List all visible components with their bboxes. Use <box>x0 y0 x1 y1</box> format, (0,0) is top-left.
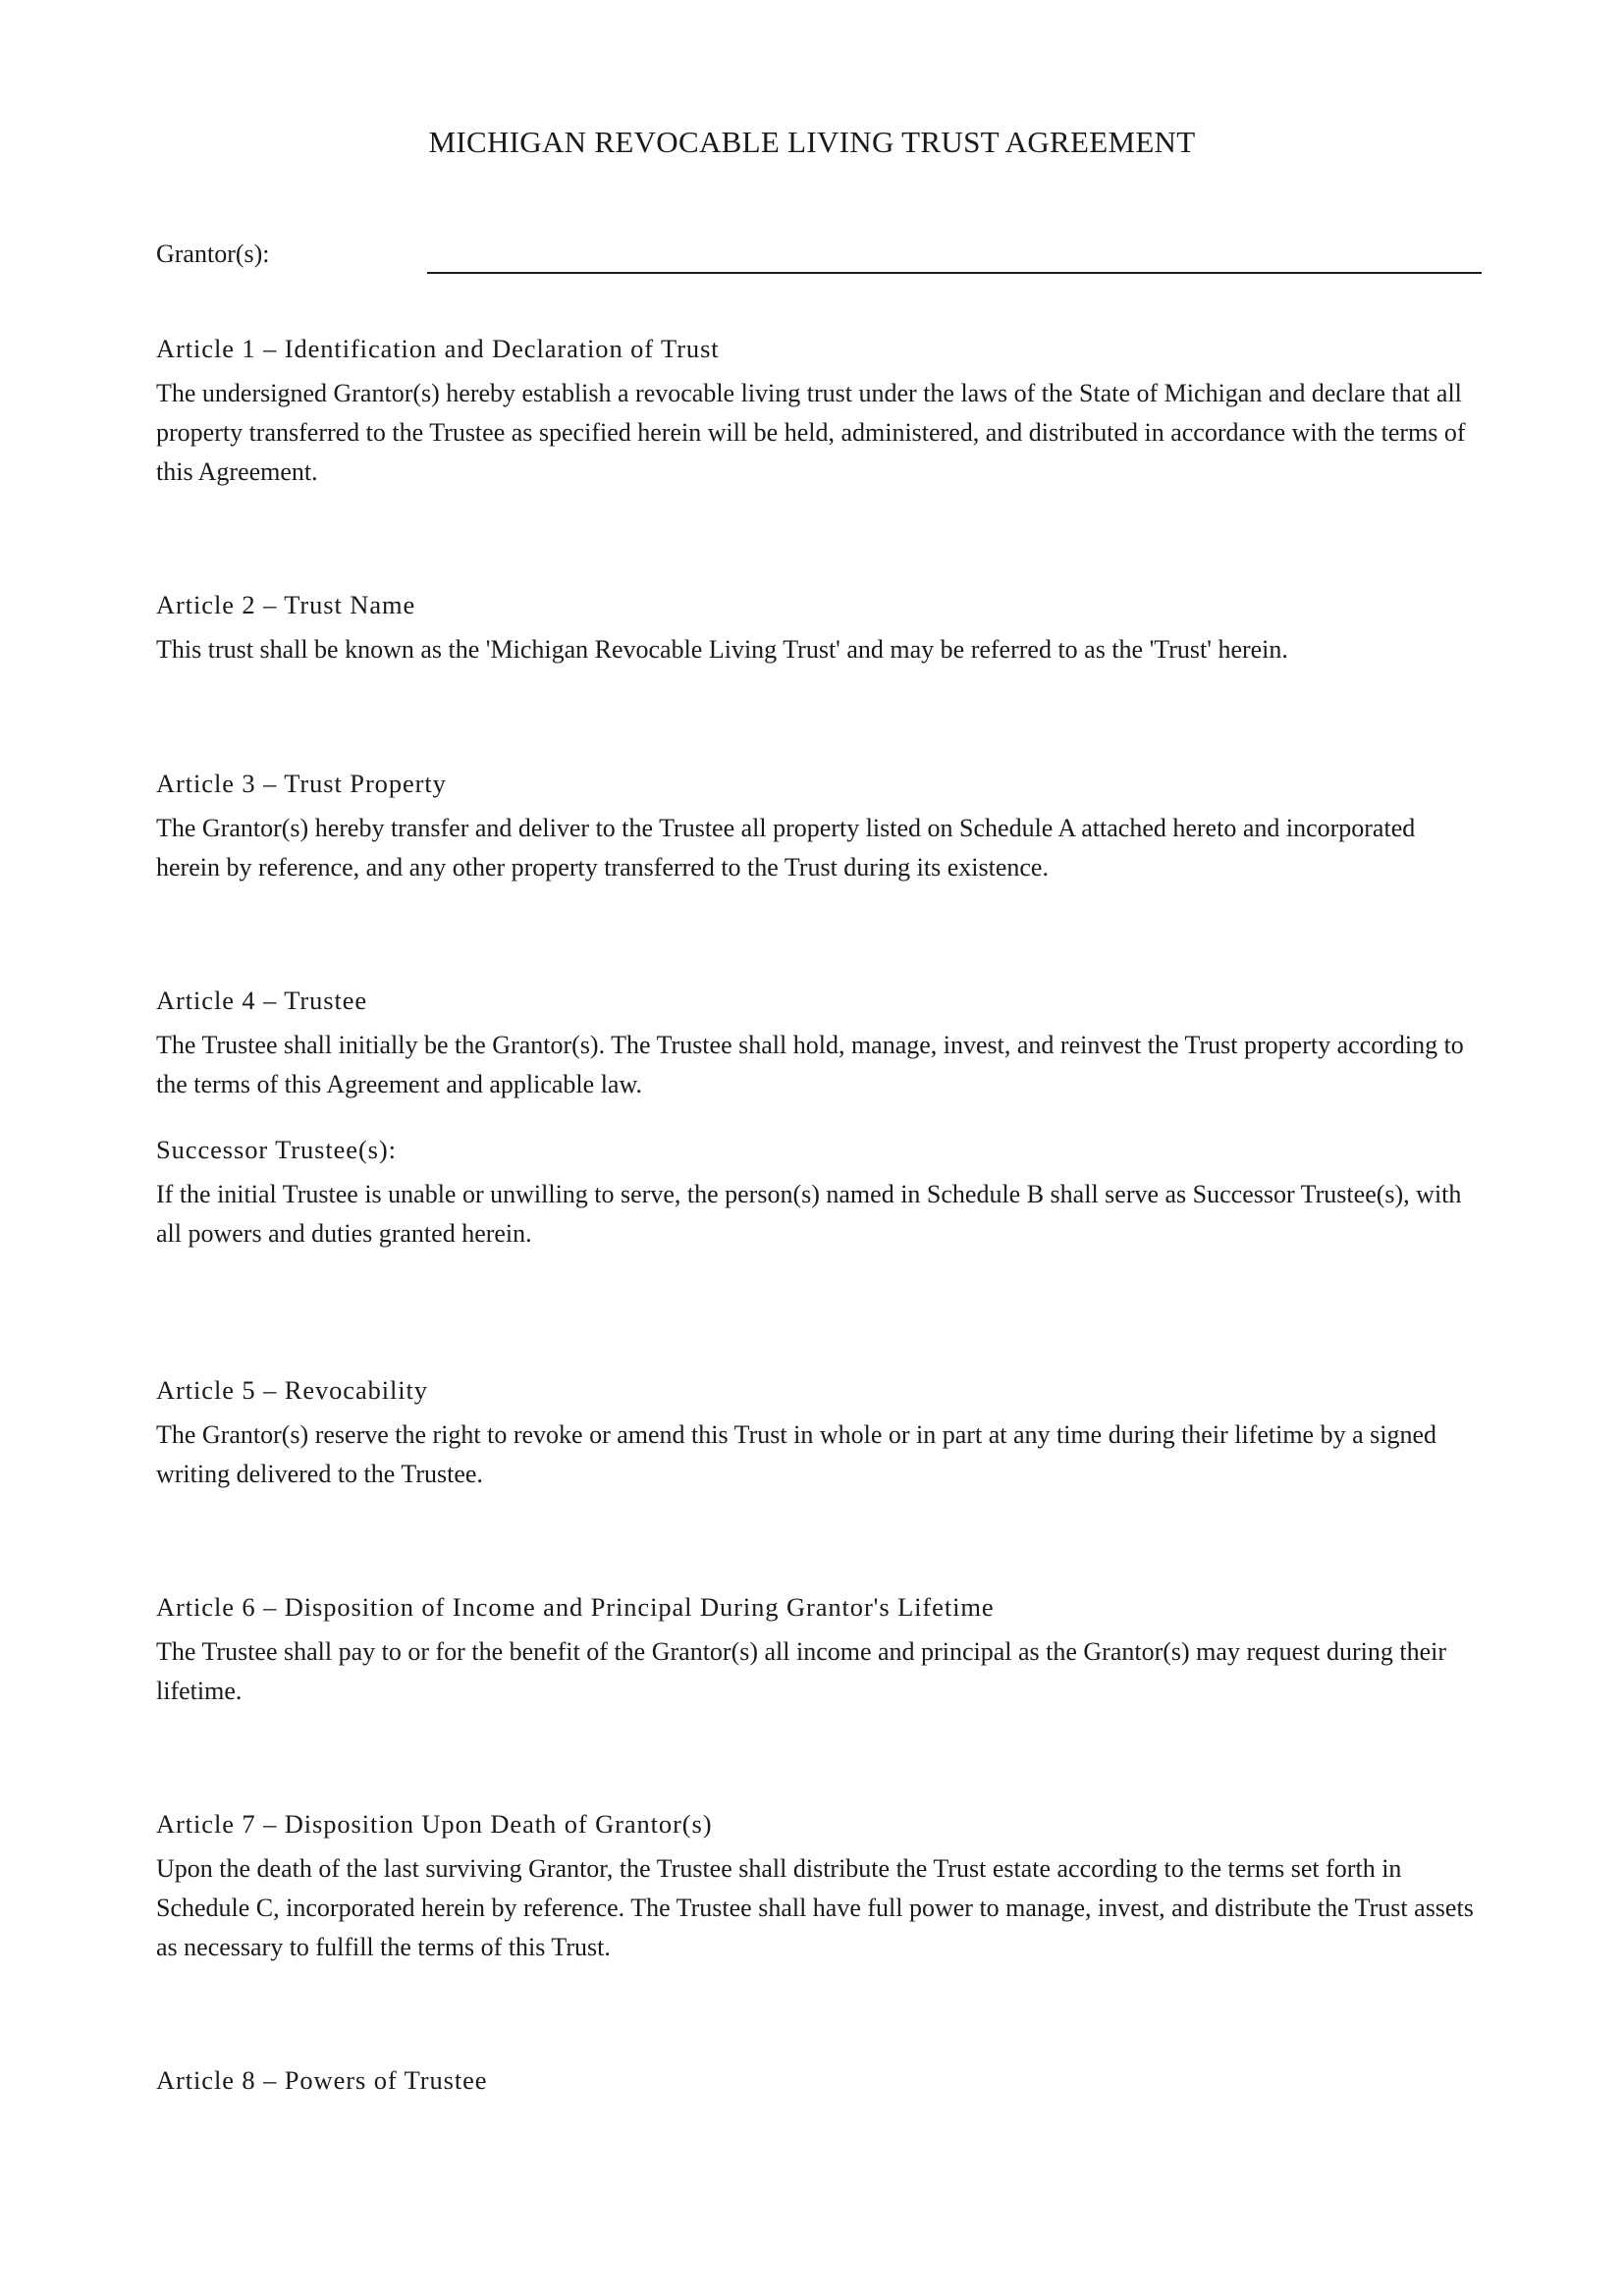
article-body: The Trustee shall pay to or for the benefit of the Grantor(s) all income and principal as the Grantor(s) may request during their lifetime. <box>156 1637 1447 1705</box>
grantor-signature-line[interactable] <box>427 272 1482 274</box>
article-heading: Article 3 – Trust Property <box>156 769 447 798</box>
article-heading: Article 4 – Trustee <box>156 986 368 1015</box>
article-body: The Trustee shall initially be the Grantor(s). The Trustee shall hold, manage, invest, and reinvest the Trust property according to the terms of this Agreement and applicable law. <box>156 1031 1464 1098</box>
document-title: MICHIGAN REVOCABLE LIVING TRUST AGREEMENT <box>428 125 1196 159</box>
article-body: Upon the death of the last surviving Grantor, the Trustee shall distribute the Trust estate according to the terms set forth in Schedule C, incorporated herein by reference. The Trustee shall have full power to manage, invest, and distribute the Trust assets as necessary to fulfill the terms of this Trust. <box>156 1854 1474 1961</box>
article-body: The Grantor(s) reserve the right to revoke or amend this Trust in whole or in part at any time during their lifetime by a signed writing delivered to the Trustee. <box>156 1420 1437 1488</box>
article-heading: Article 7 – Disposition Upon Death of Grantor(s) <box>156 1809 713 1839</box>
article-body: The Grantor(s) hereby transfer and deliver to the Trustee all property listed on Schedule A attached hereto and incorporated herein by reference, and any other property transferred to the Trust during its existence. <box>156 814 1416 881</box>
article-body: This trust shall be known as the 'Michigan Revocable Living Trust' and may be referred to as the 'Trust' herein. <box>156 635 1288 664</box>
article-5 <box>156 1372 1482 1494</box>
article-2 <box>156 587 1482 669</box>
grantor-label: Grantor(s): <box>156 240 270 268</box>
article-heading: Article 1 – Identification and Declaration of Trust <box>156 334 720 363</box>
grantor-field <box>156 240 1482 275</box>
article-1 <box>156 331 1482 492</box>
article-6 <box>156 1589 1482 1711</box>
article-body: The undersigned Grantor(s) hereby establish a revocable living trust under the laws of the State of Michigan and declare that all property transferred to the Trustee as specified herein will be held, administered, and distributed in accordance with the terms of this Agreement. <box>156 379 1466 486</box>
article-heading: Article 8 – Powers of Trustee <box>156 2065 488 2095</box>
article-3 <box>156 766 1482 887</box>
successor-trustee-heading: Successor Trustee(s): <box>156 1135 397 1164</box>
article-8 <box>156 2062 1482 2106</box>
article-4 <box>156 983 1482 1254</box>
successor-trustee-body: If the initial Trustee is unable or unwilling to serve, the person(s) named in Schedule B shall serve as Successor Trustee(s), with all powers and duties granted herein. <box>156 1180 1462 1248</box>
article-7 <box>156 1806 1482 1967</box>
article-heading: Article 5 – Revocability <box>156 1375 428 1405</box>
article-heading: Article 6 – Disposition of Income and Principal During Grantor's Lifetime <box>156 1592 995 1622</box>
article-heading: Article 2 – Trust Name <box>156 590 416 619</box>
